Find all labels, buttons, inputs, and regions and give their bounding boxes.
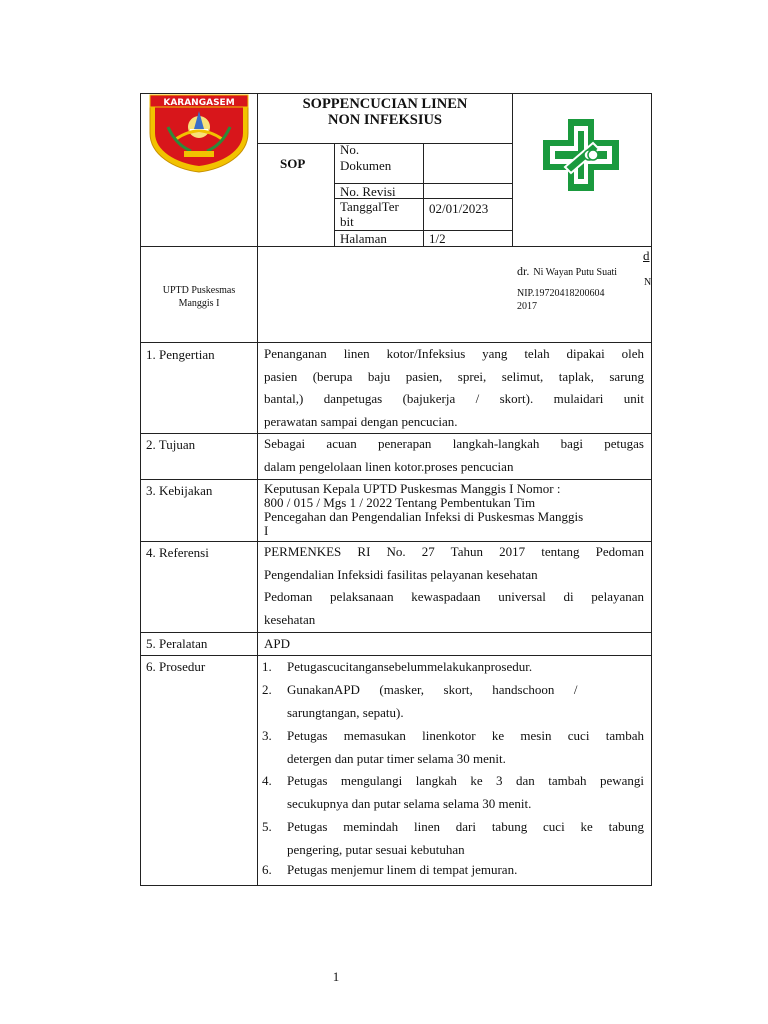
- referensi-line: Pengendalian Infeksidi fasilitas pelayanan kesehatan: [264, 566, 538, 582]
- uptd-line-1: UPTD Puskesmas: [162, 285, 236, 296]
- kebijakan-line: Pencegahan dan Pengendalian Infeksi di Puskesmas Manggis: [264, 509, 584, 524]
- issue-date-value: 02/01/2023: [429, 201, 489, 216]
- kebijakan-label: 3. Kebijakan: [146, 483, 213, 498]
- pengertian-line: bantal,) danpetugas (bajukerja / skort). mulaidari unit: [264, 391, 644, 406]
- signer-name: Ni Wayan Putu Suati: [533, 267, 618, 278]
- prosedur-num: 2.: [262, 682, 272, 697]
- referensi-line: kesehatan: [264, 611, 316, 627]
- prosedur-num: 4.: [262, 773, 272, 788]
- prosedur-num: 5.: [262, 819, 272, 834]
- uptd-line-2: Manggis I: [178, 298, 220, 309]
- referensi-line: PERMENKES RI No. 27 Tahun 2017 tentang Pedoman: [264, 544, 644, 559]
- signer-nip: [517, 287, 605, 313]
- kebijakan-line: I: [264, 523, 269, 538]
- prosedur-line: Petugas menjemur linem di tempat jemuran.: [287, 862, 518, 877]
- logo-text: KARANGASEM: [163, 98, 235, 108]
- nip-line-2: 2017: [517, 301, 537, 312]
- title-line-1: SOPPENCUCIAN LINEN: [302, 96, 468, 112]
- doc-number-label-2: Dokumen: [340, 158, 392, 173]
- page-number: 1: [332, 969, 340, 984]
- kebijakan-line: 800 / 015 / Mgs 1 / 2022 Tentang Pembentukan Tim: [264, 495, 536, 510]
- prosedur-num: 6.: [262, 862, 272, 877]
- karangasem-logo: [146, 93, 252, 173]
- prosedur-num: 3.: [262, 728, 272, 743]
- issue-date-label-1: TanggalTer: [340, 199, 399, 214]
- title-line-2: NON INFEKSIUS: [327, 112, 442, 128]
- issue-date-label-2: bit: [340, 214, 354, 229]
- prosedur-line: Petugas memindah linen dari tabung cuci ke tabung: [287, 819, 644, 834]
- puskesmas-logo: [541, 117, 621, 193]
- signer-prefix: dr.: [517, 264, 530, 278]
- prosedur-line: pengering, putar sesuai kebutuhan: [287, 842, 465, 857]
- prosedur-item: [262, 724, 644, 770]
- doc-number-label-1: No.: [340, 142, 360, 157]
- prosedur-line: GunakanAPD (masker, skort, handschoon /: [287, 682, 578, 697]
- prosedur-item: [262, 655, 644, 678]
- pengertian-line: Penanganan linen kotor/Infeksius yang telah dipakai oleh: [264, 346, 644, 361]
- pengertian-text: [264, 343, 644, 433]
- tujuan-line: Sebagai acuan penerapan langkah-langkah bagi petugas: [264, 436, 644, 451]
- prosedur-line: sarungtangan, sepatu).: [287, 705, 404, 720]
- kebijakan-line: Keputusan Kepala UPTD Puskesmas Manggis I Nomor :: [264, 481, 561, 496]
- edge-char-2: N: [644, 277, 652, 288]
- tujuan-label: 2. Tujuan: [146, 437, 196, 452]
- doc-number-label: [340, 142, 391, 174]
- kebijakan-text: [264, 482, 649, 538]
- pengertian-label: 1. Pengertian: [146, 347, 215, 362]
- tujuan-text: [264, 433, 644, 478]
- prosedur-line: Petugas mengulangi langkah ke 3 dan tambah pewangi: [287, 773, 644, 788]
- signer: [517, 262, 617, 280]
- prosedur-line: Petugas memasukan linenkotor ke mesin cuci tambah: [287, 728, 644, 743]
- prosedur-line: Petugascucitangansebelummelakukanprosedur.: [287, 659, 533, 674]
- sop-label: SOP: [280, 156, 306, 171]
- prosedur-item: [262, 769, 644, 815]
- pengertian-line: pasien (berupa baju pasien, sprei, selimut, taplak, sarung: [264, 368, 644, 384]
- prosedur-num: 1.: [262, 659, 272, 674]
- uptd-label: [141, 284, 257, 310]
- tujuan-line: dalam pengelolaan linen kotor.proses pencucian: [264, 458, 514, 474]
- prosedur-label: 6. Prosedur: [146, 659, 206, 674]
- document-title: [258, 96, 512, 128]
- prosedur-item: [262, 858, 644, 881]
- peralatan-value: APD: [264, 636, 291, 651]
- prosedur-line: secukupnya dan putar selama selama 30 menit.: [287, 796, 532, 811]
- prosedur-line: detergen dan putar timer selama 30 menit.: [287, 751, 506, 766]
- peralatan-label: 5. Peralatan: [146, 636, 208, 651]
- page-label: Halaman: [340, 231, 387, 246]
- referensi-text: [264, 541, 644, 631]
- revision-label: No. Revisi: [340, 184, 396, 199]
- referensi-label: 4. Referensi: [146, 545, 209, 560]
- referensi-line: Pedoman pelaksanaan kewaspadaan universal di pelayanan: [264, 589, 644, 604]
- issue-date-label: [340, 199, 399, 229]
- pengertian-line: perawatan sampai dengan pencucian.: [264, 413, 458, 429]
- edge-char-1: d: [643, 248, 650, 263]
- prosedur-item: [262, 678, 644, 724]
- nip-line-1: NIP.19720418200604: [517, 288, 605, 299]
- prosedur-item: [262, 815, 644, 861]
- page-value: 1/2: [429, 231, 446, 246]
